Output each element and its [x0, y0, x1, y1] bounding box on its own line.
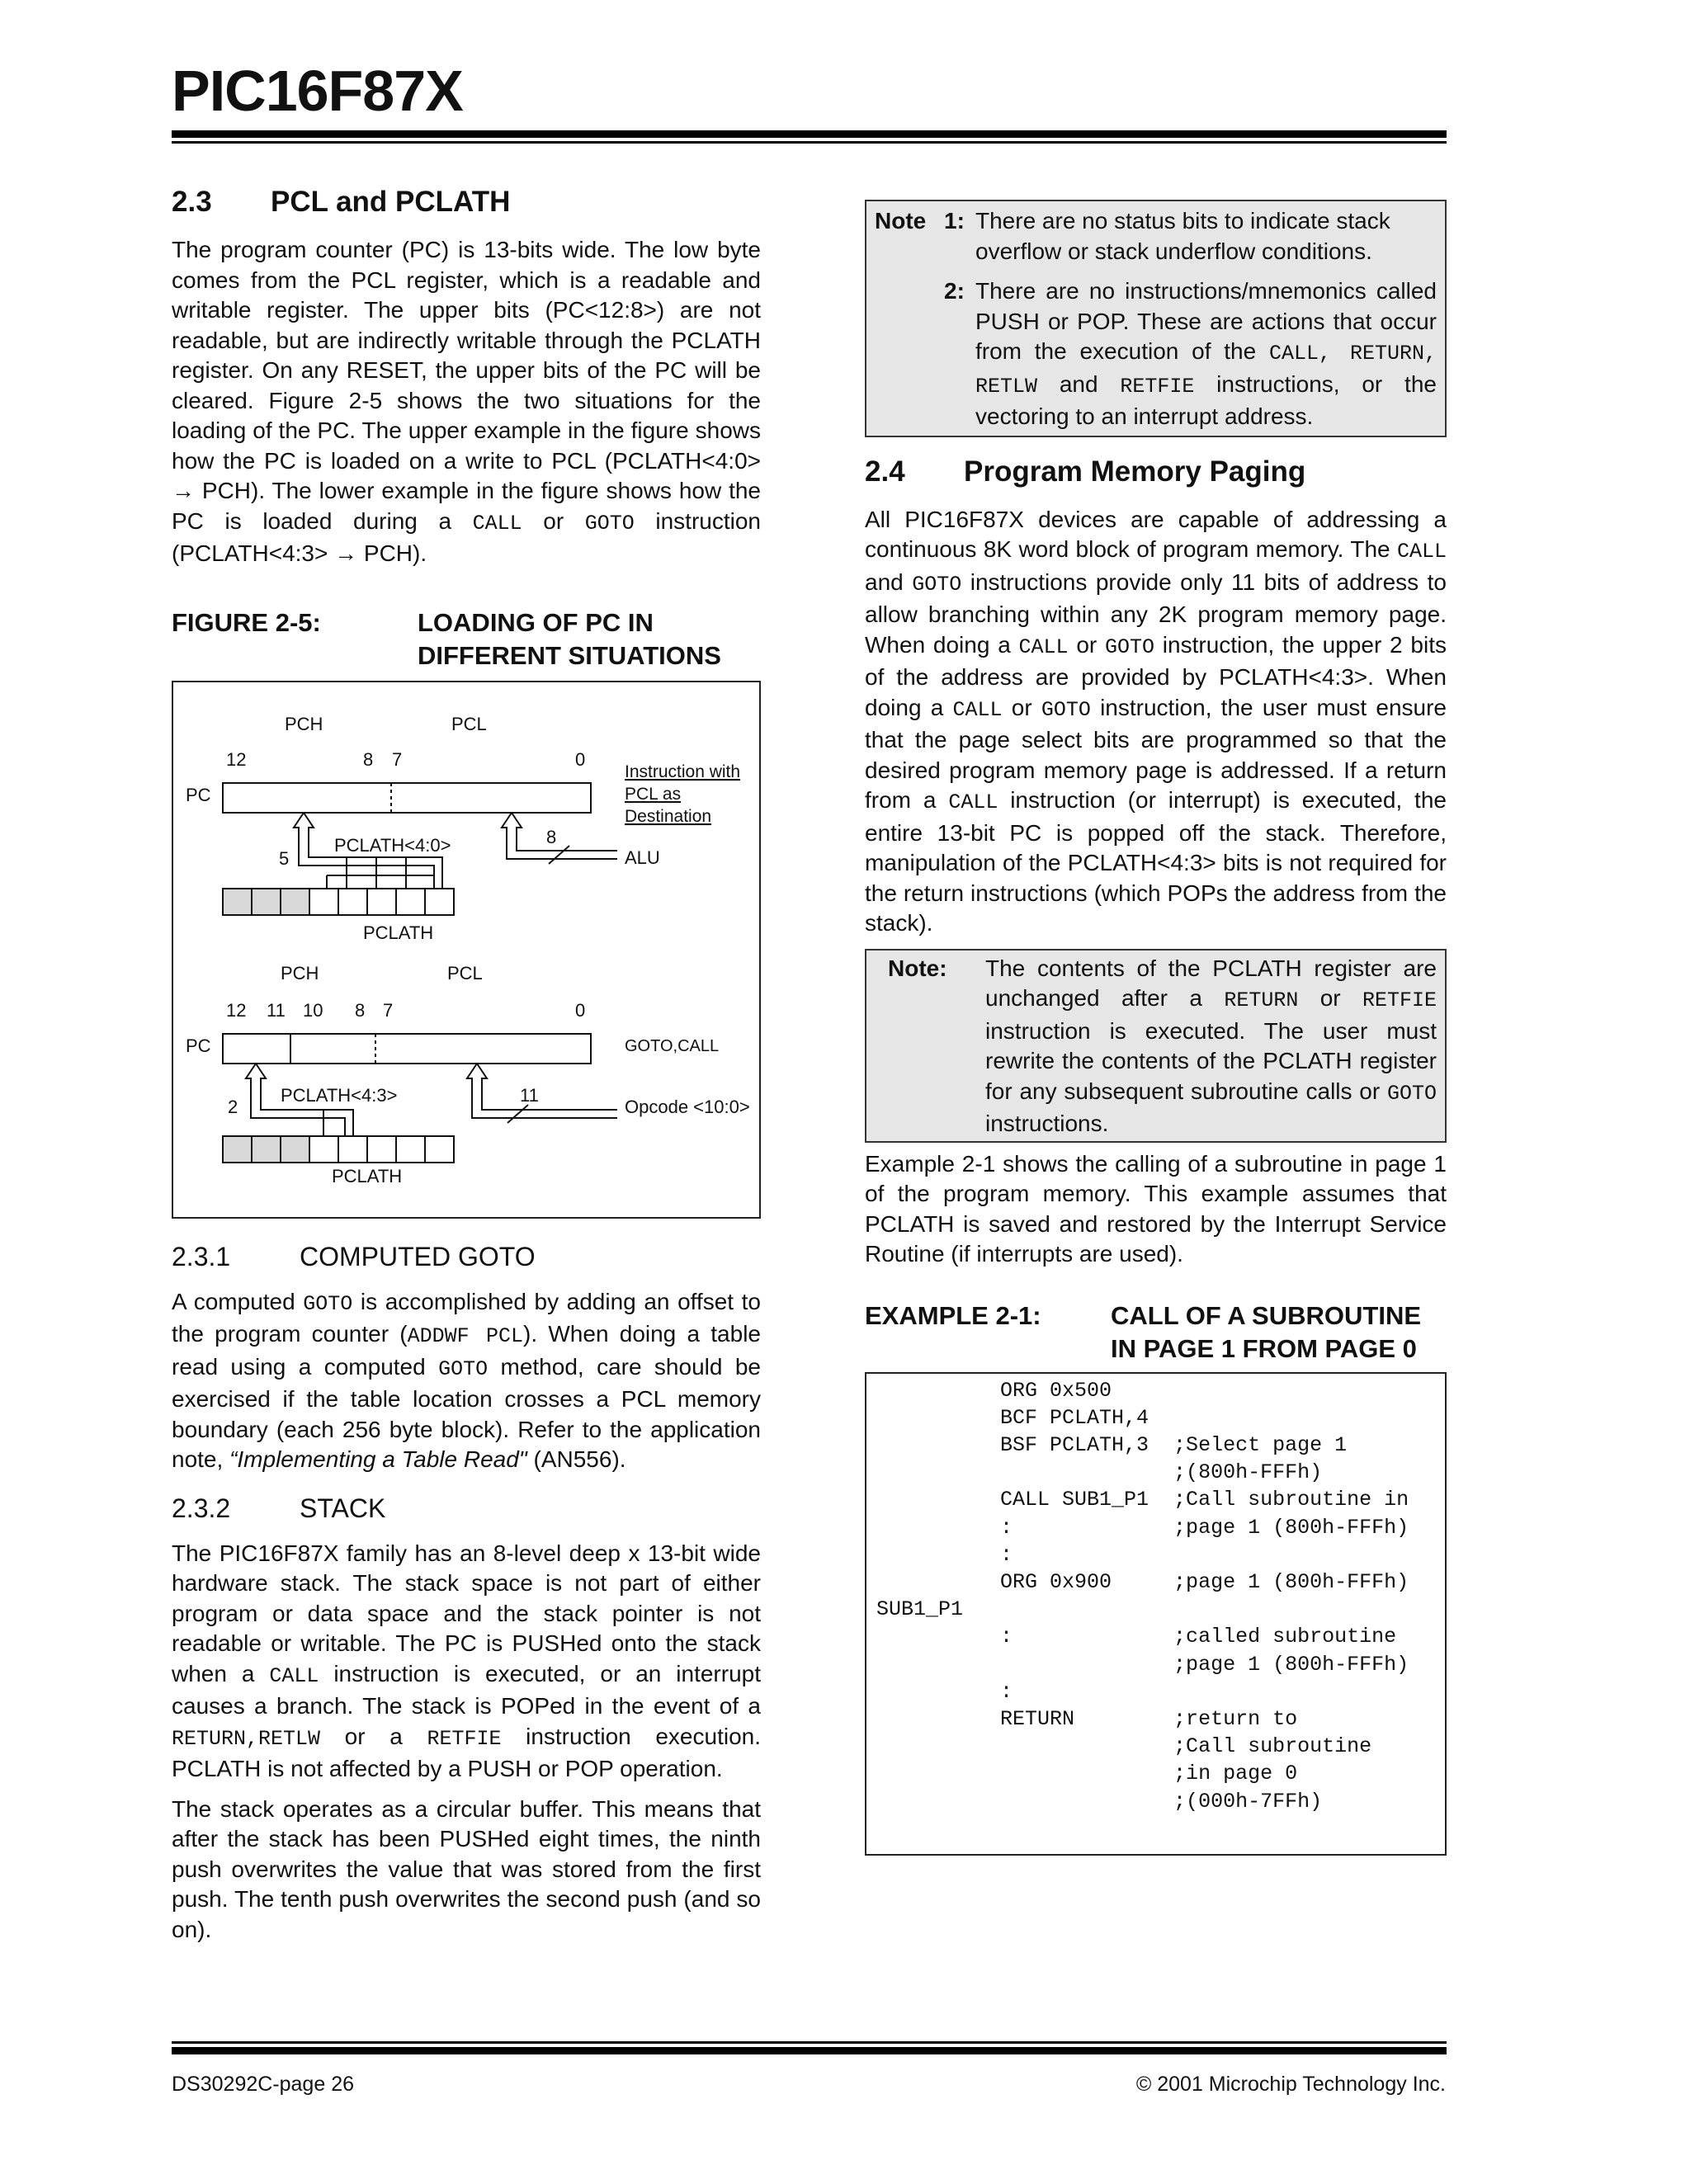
- section-2-4-paragraph: All PIC16F87X devices are capable of addressing a continuous 8K word block of program memory. The CALL and GOTO instructions provide only 11 bits of address to allow branching within any 2K program memory page. When doing a CALL or GOTO instruction, the upper 2 bits of the address are provided by PCLATH<4:3>. When doing a CALL or GOTO instruction, the user must ensure that the page select bits are programmed so that the desired program memory page is addressed. If a return from a CALL instruction (or interrupt) is executed, the entire 13-bit PC is popped off the stack. Therefore, manipulation of the PCLATH<4:3> bits is not required for the return instructions (which POPs the address from the stack).: [865, 506, 1447, 936]
- note-box-pclath: [865, 949, 1447, 1143]
- top-pch-label: PCH: [285, 713, 323, 734]
- footer-rule-thin: [172, 2041, 1447, 2044]
- section-2-3-1-heading: 2.3.1 COMPUTED GOTO: [172, 1241, 536, 1271]
- top-pcl-label: PCL: [451, 713, 487, 734]
- note-box-stack: [865, 200, 1447, 437]
- section-2-3-2-paragraph-2: The stack operates as a circular buffer. This means that after the stack has been PUSHed eight times, the ninth push overwrites the value that was stored from the first push. The tenth push overwrites the second push (and so on).: [172, 1795, 761, 1942]
- top-bit0: 0: [575, 748, 586, 770]
- dest-line3: Destination: [625, 806, 712, 826]
- figure-caption: FIGURE 2-5: LOADING OF PC IN DIFFERENT SITUATIONS: [172, 607, 721, 670]
- dest-line2: PCL as: [625, 784, 682, 804]
- top-bit8: 8: [363, 748, 374, 770]
- top-pclath-range: PCLATH<4:0>: [334, 834, 451, 856]
- example-code: ORG 0x500 BCF PCLATH,4 BSF PCLATH,3 ;Select page 1 ;(800h-FFFh) CALL SUB1_P1 ;Call subroutine in : ;page 1 (800h-FFFh) : ORG 0x900 ;page 1 (800h-FFFh) SUB1_P1 : ;called subroutine ;page 1 (800h-FFFh) : RETURN ;return to ;Call subroutine ;in page 0 ;(000h-7FFh): [876, 1378, 1409, 1814]
- figure-2-5: [172, 681, 761, 1219]
- header-rule-thin: [172, 141, 1447, 144]
- top-pc-register: [223, 783, 591, 813]
- bottom-pclath-range: PCLATH<4:3>: [281, 1084, 398, 1106]
- note-label-2: Note:: [888, 955, 947, 981]
- alu-label: ALU: [625, 847, 660, 868]
- section-2-3-paragraph: The program counter (PC) is 13-bits wide. The low byte comes from the PCL register, which is a readable and writable register. The upper bits (PC<12:8>) are not readable, but are indirectly writable through the PCLATH register. On any RESET, the upper bits of the PC will be cleared. Figure 2-5 shows the two situations for the loading of the PC. The upper example in the figure shows how the PC is loaded on a write to PCL (PCLATH<4:0> → PCH). The lower example in the figure shows how the PC is loaded during a CALL or GOTO instruction (PCLATH<4:3> → PCH).: [172, 237, 761, 566]
- footer-left: DS30292C-page 26: [172, 2073, 354, 2096]
- section-2-3-heading: 2.3 PCL and PCLATH: [172, 186, 511, 218]
- header-rule-thick: [172, 130, 1447, 138]
- note-text-1: There are no status bits to indicate stack overflow or stack underflow conditions.: [975, 208, 1390, 264]
- footer-rule-thick: [172, 2047, 1447, 2054]
- pc-loading-diagram: [173, 682, 759, 1217]
- top-bit7: 7: [392, 748, 403, 770]
- section-2-3-2-heading: 2.3.2 STACK: [172, 1493, 386, 1523]
- bottom-bit7: 7: [383, 999, 394, 1021]
- footer-right: © 2001 Microchip Technology Inc.: [1135, 2073, 1446, 2096]
- section-2-4-heading: 2.4 Program Memory Paging: [865, 455, 1306, 488]
- top-pclath-label: PCLATH: [363, 922, 434, 943]
- bottom-n2: 2: [228, 1096, 238, 1117]
- note-text-pclath: The contents of the PCLATH register are unchanged after a RETURN or RETFIE instruction is executed. The user must rewrite the contents of the PCLATH register for any subsequent subroutine calls or GOTO instructions.: [985, 955, 1437, 1136]
- note-num-2: 2:: [944, 278, 965, 304]
- left-column: [172, 186, 761, 1945]
- bottom-pc-register: [223, 1034, 591, 1064]
- bottom-n11: 11: [520, 1084, 539, 1106]
- bottom-pclath-label: PCLATH: [332, 1165, 403, 1186]
- top-n8: 8: [546, 826, 557, 847]
- example-intro-paragraph: Example 2-1 shows the calling of a subroutine in page 1 of the program memory. This example assumes that PCLATH is saved and restored by the Interrupt Service Routine (if interrupts are used).: [865, 1150, 1447, 1267]
- bottom-bit11: 11: [267, 999, 286, 1021]
- right-column: [865, 200, 1447, 1856]
- note-label: Note: [875, 208, 927, 233]
- bottom-bit0: 0: [575, 999, 586, 1021]
- section-2-3-2-paragraph-1: The PIC16F87X family has an 8-level deep x 13-bit wide hardware stack. The stack space is not part of either program or data space and the stack pointer is not readable or writable. The PC is PUSHed onto the stack when a CALL instruction is executed, or an interrupt causes a branch. The stack is POPed in the event of a RETURN,RETLW or a RETFIE instruction execution. PCLATH is not affected by a PUSH or POP operation.: [172, 1540, 761, 1781]
- bottom-pc-label: PC: [186, 1035, 211, 1056]
- section-2-3-1-paragraph: A computed GOTO is accomplished by adding an offset to the program counter (ADDWF PCL). When doing a table read using a computed GOTO method, care should be exercised if the table location crosses a PCL memory boundary (each 256 byte block). Refer to the application note, “Implementing a Table Read" (AN556).: [172, 1288, 761, 1472]
- top-pc-label: PC: [186, 784, 211, 805]
- note-text-2: There are no instructions/mnemonics called PUSH or POP. These are actions that occur from the execution of the CALL, RETURN, RETLW and RETFIE instructions, or the vectoring to an interrupt address.: [975, 278, 1437, 429]
- bottom-pcl-label: PCL: [447, 962, 483, 984]
- goto-call-label: GOTO,CALL: [625, 1036, 720, 1055]
- bottom-pch-label: PCH: [281, 962, 319, 984]
- top-bit12: 12: [226, 748, 247, 770]
- note-num-1: 1:: [944, 208, 965, 233]
- bottom-bit12: 12: [226, 999, 247, 1021]
- example-caption: EXAMPLE 2-1: CALL OF A SUBROUTINE IN PAGE 1 FROM PAGE 0: [865, 1300, 1422, 1363]
- page-title: PIC16F87X: [172, 59, 463, 123]
- opcode-label: Opcode <10:0>: [625, 1096, 750, 1117]
- bottom-bit10: 10: [303, 999, 323, 1021]
- example-code-box: [865, 1372, 1447, 1856]
- top-n5: 5: [279, 847, 290, 869]
- dest-line1: Instruction with: [625, 762, 741, 781]
- bottom-bit8: 8: [355, 999, 366, 1021]
